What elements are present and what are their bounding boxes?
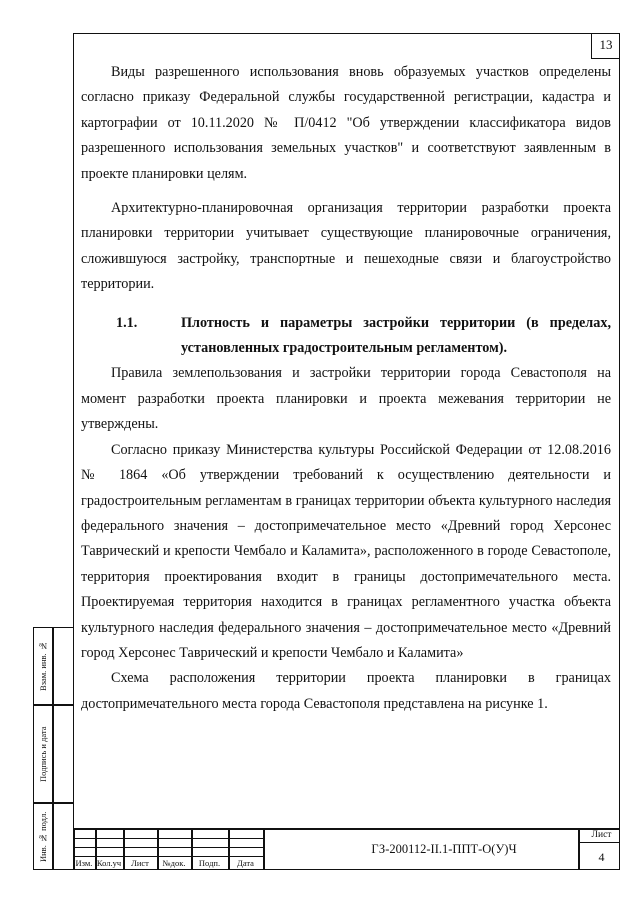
section-number: 1.1.	[116, 314, 138, 331]
section-title: Плотность и параметры застройки территории (в пределах, установленных градостроительным регламентом).	[181, 314, 611, 357]
inv-no-label: Инв. № подл.	[38, 811, 48, 863]
section-heading	[81, 311, 611, 362]
vzam-inv-label: Взам. инв. №	[38, 641, 48, 691]
sheet-number: 4	[598, 850, 605, 864]
col-izm: Изм.	[75, 858, 93, 868]
sign-date-label: Подпись и дата	[38, 726, 48, 782]
col-list: Лист	[131, 858, 149, 868]
col-podp: Подп.	[198, 858, 221, 868]
paragraph-planning: Архитектурно-планировочная организация территории разработки проекта планировки территории учитывает существующие планировочные ограничения, сложившуюся застройку, транспортные и пешеходные связи и благоустройство территории.	[81, 200, 611, 293]
col-ndok: №док.	[162, 858, 186, 868]
title-block	[73, 828, 620, 870]
side-stamp	[33, 627, 73, 870]
sheet-label: Лист	[591, 830, 612, 840]
page-number: 13	[591, 33, 620, 59]
document-body	[81, 60, 611, 717]
paragraph-classifier: Виды разрешенного использования вновь образуемых участков определены согласно приказу Федеральной службы государственной регистрации, кадастра и картографии от 10.11.2020 № П/0412 "Об утверждении классификатора видов разрешенного использования земельных участков" и соответствуют заявленным в проекте планировки целям.	[81, 64, 611, 182]
col-data: Дата	[237, 858, 254, 868]
paragraph-rules: Правила землепользования и застройки территории города Севастополя на момент разработки проекта планировки и проекта межевания территории не утверждены.	[81, 365, 611, 433]
document-code: ГЗ-200112-II.1-ППТ-О(У)Ч	[371, 842, 517, 856]
paragraph-scheme: Схема расположения территории проекта планировки в границах достопримечательного места города Севастополя представлена на рисунке 1.	[81, 670, 611, 712]
paragraph-order: Согласно приказу Министерства культуры Российской Федерации от 12.08.2016 № 1864 «Об утверждении требований к осуществлению деятельности и градостроительным регламентам в границах территории объекта культурного наследия федерального значения – достопримечательное место «Древний город Херсонес Таврический и крепости Чембало и Каламита», расположенного в городе Севастополе, территория проектирования входит в границы достопримечательного места. Проектируемая территория находится в границах регламентного участка объекта культурного наследия федерального значения – достопримечательное место «Древний город Херсонес Таврический и крепости Чембало и Каламита»	[81, 441, 611, 661]
col-koluch: Кол.уч	[96, 858, 122, 868]
